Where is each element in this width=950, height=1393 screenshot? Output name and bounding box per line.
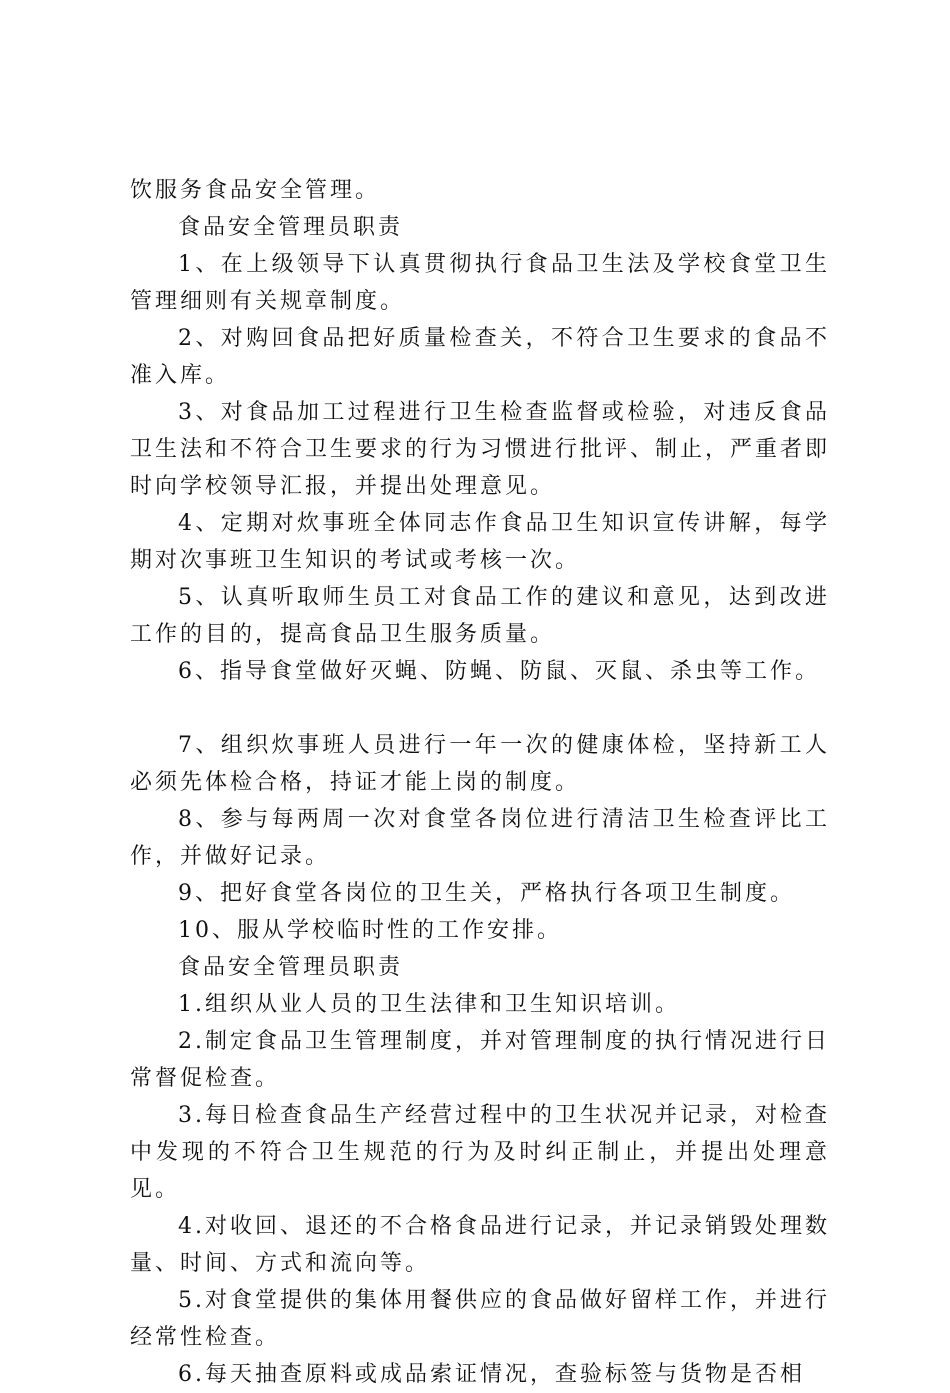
paragraph-continuation: 饮服务食品安全管理。 (130, 178, 381, 203)
duty-item: 5、认真听取师生员工对食品工作的建议和意见，达到改进工作的目的，提高食品卫生服务质量。 (130, 585, 830, 647)
duty-item: 4、定期对炊事班全体同志作食品卫生知识宣传讲解，每学期对次事班卫生知识的考试或考核一次。 (130, 511, 830, 573)
duty-item: 6.每天抽查原料或成品索证情况，查验标签与货物是否相 (178, 1362, 805, 1387)
duty-item: 2.制定食品卫生管理制度，并对管理制度的执行情况进行日常督促检查。 (130, 1029, 830, 1091)
blank-line (130, 690, 830, 727)
duty-item: 2、对购回食品把好质量检查关，不符合卫生要求的食品不准入库。 (130, 326, 830, 388)
duty-item: 9、把好食堂各岗位的卫生关，严格执行各项卫生制度。 (178, 881, 795, 906)
duty-item: 1、在上级领导下认真贯彻执行食品卫生法及学校食堂卫生管理细则有关规章制度。 (130, 252, 830, 314)
section-heading: 食品安全管理员职责 (178, 955, 404, 980)
duty-item: 3、对食品加工过程进行卫生检查监督或检验，对违反食品卫生法和不符合卫生要求的行为习惯进行批评、制止，严重者即时向学校领导汇报，并提出处理意见。 (130, 400, 831, 499)
duty-item: 4.对收回、退还的不合格食品进行记录，并记录销毁处理数量、时间、方式和流向等。 (130, 1214, 830, 1276)
duty-item: 5.对食堂提供的集体用餐供应的食品做好留样工作，并进行经常性检查。 (130, 1288, 830, 1350)
duty-item: 6、指导食堂做好灭蝇、防蝇、防鼠、灭鼠、杀虫等工作。 (178, 659, 820, 684)
section-heading: 食品安全管理员职责 (178, 215, 404, 240)
duty-item: 8、参与每两周一次对食堂各岗位进行清洁卫生检查评比工作，并做好记录。 (130, 807, 830, 869)
duty-item: 3.每日检查食品生产经营过程中的卫生状况并记录，对检查中发现的不符合卫生规范的行为及时纠正制止，并提出处理意见。 (130, 1103, 830, 1202)
duty-item: 10、服从学校临时性的工作安排。 (178, 918, 562, 943)
duty-item: 7、组织炊事班人员进行一年一次的健康体检，坚持新工人必须先体检合格，持证才能上岗的制度。 (130, 733, 830, 795)
duty-item: 1.组织从业人员的卫生法律和卫生知识培训。 (178, 992, 680, 1017)
document-body (130, 172, 830, 1393)
